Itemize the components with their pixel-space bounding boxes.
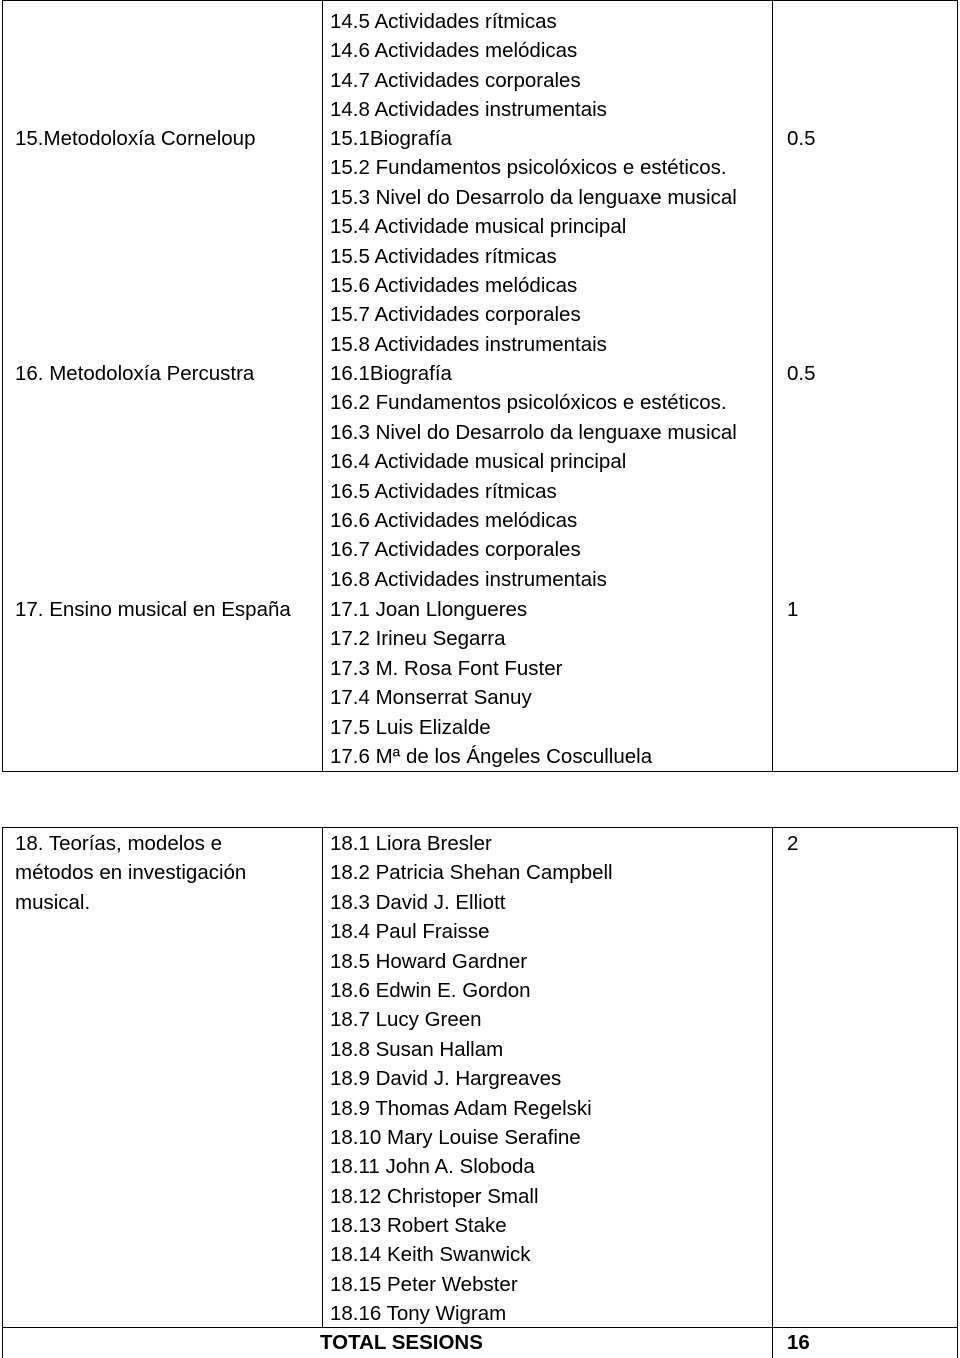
- list-item: 14.6 Actividades melódicas: [330, 39, 578, 63]
- list-item: 18.7 Lucy Green: [330, 1008, 482, 1032]
- list-item: 18.3 David J. Elliott: [330, 890, 506, 914]
- list-item: 16.3 Nivel do Desarrolo da lenguaxe musical: [330, 420, 737, 444]
- list-item: 17.4 Monserrat Sanuy: [330, 686, 532, 710]
- list-item: 16.2 Fundamentos psicolóxicos e estéticos.: [330, 391, 727, 415]
- list-item: 17.6 Mª de los Ángeles Cosculluela: [330, 744, 653, 768]
- list-item: 15.5 Actividades rítmicas: [330, 244, 557, 268]
- list-item: 14.5 Actividades rítmicas: [330, 10, 557, 33]
- topic-items-14: [330, 7, 607, 125]
- sessions-value-15: 0.5: [787, 127, 816, 150]
- list-item: 15.6 Actividades melódicas: [330, 273, 578, 297]
- list-item: 16.4 Actividade musical principal: [330, 450, 627, 474]
- list-item: 16.5 Actividades rítmicas: [330, 479, 557, 503]
- list-item: 17.1 Joan Llongueres: [330, 598, 528, 621]
- total-sessions-label: TOTAL SESIONS: [320, 1331, 483, 1354]
- topic-title-18: [15, 829, 246, 917]
- list-item: 18.14 Keith Swanwick: [330, 1243, 531, 1267]
- sessions-value-17: 1: [787, 598, 799, 621]
- topic-title-line: métodos en investigación: [15, 861, 247, 885]
- list-item: 15.1Biografía: [330, 127, 452, 150]
- topic-items-16: [330, 359, 737, 594]
- list-item: 15.3 Nivel do Desarrolo da lenguaxe musical: [330, 185, 737, 209]
- column-divider: [322, 828, 323, 1328]
- list-item: 14.7 Actividades corporales: [330, 68, 581, 92]
- list-item: 18.5 Howard Gardner: [330, 949, 528, 973]
- topic-title-line: 18. Teorías, modelos e: [15, 832, 223, 855]
- topic-items-18: [330, 829, 613, 1329]
- list-item: 16.1Biografía: [330, 362, 452, 385]
- list-item: 18.15 Peter Webster: [330, 1272, 518, 1296]
- total-sessions-value: 16: [787, 1331, 810, 1354]
- list-item: 14.8 Actividades instrumentais: [330, 98, 607, 122]
- list-item: 15.8 Actividades instrumentais: [330, 332, 607, 356]
- sessions-value-18: 2: [787, 832, 799, 855]
- list-item: 18.1 Liora Bresler: [330, 832, 492, 855]
- column-divider: [772, 828, 773, 1358]
- list-item: 18.11 John A. Sloboda: [330, 1155, 535, 1179]
- list-item: 18.10 Mary Louise Serafine: [330, 1125, 581, 1149]
- list-item: 15.4 Actividade musical principal: [330, 215, 627, 239]
- list-item: 17.5 Luis Elizalde: [330, 715, 491, 739]
- column-divider: [322, 1, 323, 771]
- list-item: 16.6 Actividades melódicas: [330, 508, 578, 532]
- syllabus-table-2: [2, 827, 958, 1358]
- list-item: 18.16 Tony Wigram: [330, 1302, 507, 1326]
- list-item: 17.2 Irineu Segarra: [330, 627, 506, 651]
- list-item: 16.7 Actividades corporales: [330, 538, 581, 562]
- topic-title-15: 15.Metodoloxía Corneloup: [15, 127, 256, 150]
- list-item: 18.9 Thomas Adam Regelski: [330, 1096, 592, 1120]
- list-item: 17.3 M. Rosa Font Fuster: [330, 656, 563, 680]
- list-item: 18.6 Edwin E. Gordon: [330, 978, 531, 1002]
- list-item: 16.8 Actividades instrumentais: [330, 567, 607, 591]
- list-item: 18.2 Patricia Shehan Campbell: [330, 861, 613, 885]
- topic-title-17: 17. Ensino musical en España: [15, 598, 291, 621]
- list-item: 18.12 Christoper Small: [330, 1184, 539, 1208]
- syllabus-table-1: [2, 0, 958, 772]
- list-item: 15.7 Actividades corporales: [330, 303, 581, 327]
- sessions-value-16: 0.5: [787, 362, 816, 385]
- topic-title-16: 16. Metodoloxía Percustra: [15, 362, 255, 385]
- topic-items-17: [330, 595, 652, 771]
- list-item: 18.8 Susan Hallam: [330, 1037, 504, 1061]
- list-item: 18.4 Paul Fraisse: [330, 920, 490, 944]
- topic-items-15: [330, 124, 737, 359]
- topic-title-line: musical.: [15, 890, 91, 914]
- list-item: 18.9 David J. Hargreaves: [330, 1067, 562, 1091]
- list-item: 15.2 Fundamentos psicolóxicos e estéticos.: [330, 156, 727, 180]
- column-divider: [772, 1, 773, 771]
- list-item: 18.13 Robert Stake: [330, 1214, 507, 1238]
